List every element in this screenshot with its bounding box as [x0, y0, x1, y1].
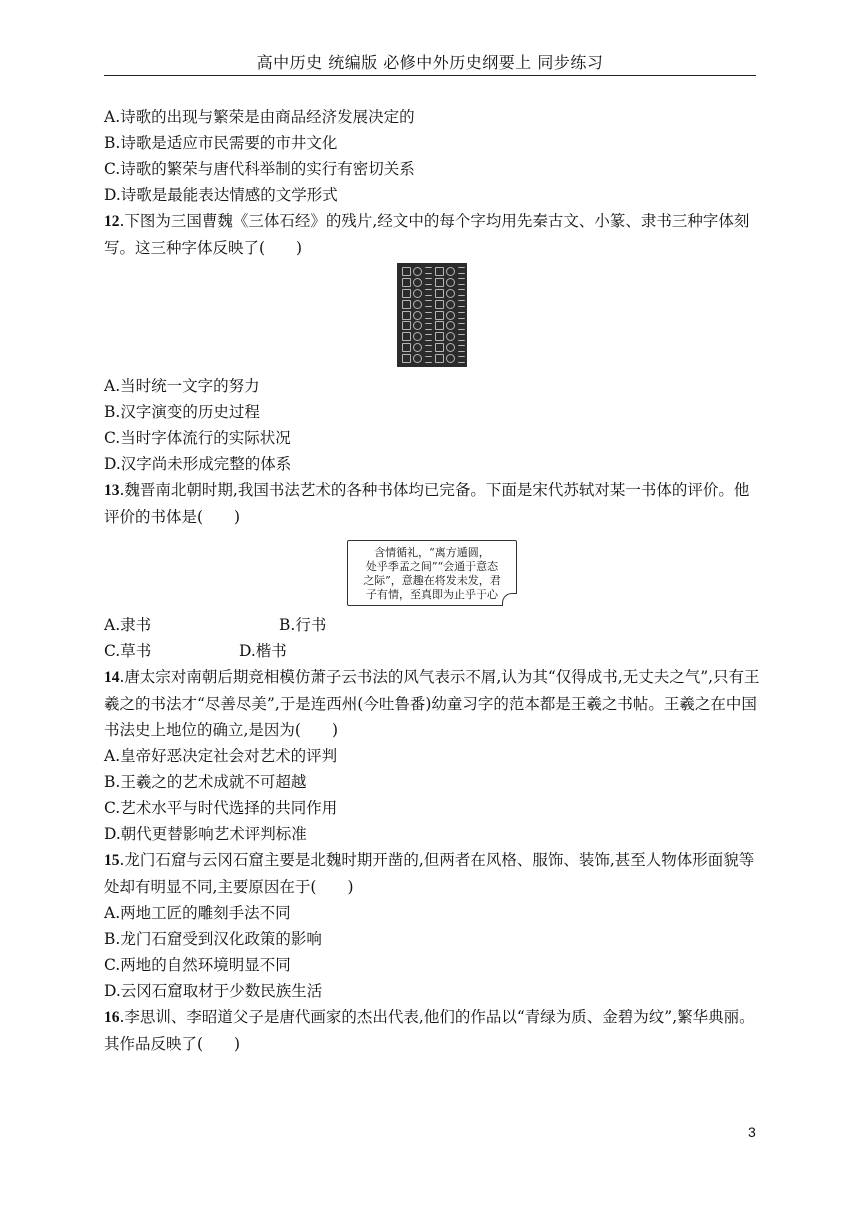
inscription-glyph	[446, 289, 455, 298]
page-content	[104, 104, 760, 1057]
inscription-glyph	[446, 354, 455, 363]
inscription-glyph	[402, 321, 411, 330]
inscription-glyph	[402, 311, 411, 320]
inscription-glyph	[435, 300, 444, 309]
q11-option-d: D.诗歌是最能表达情感的文学形式	[104, 186, 338, 204]
q13-stem	[104, 477, 760, 530]
q12-number: 12	[104, 213, 120, 230]
q12-option-c: C.当时字体流行的实际状况	[104, 429, 291, 447]
inscription-column	[401, 267, 411, 363]
q13-option-b: B.行书	[279, 616, 327, 634]
inscription-glyph	[435, 343, 444, 352]
q12-option-a: A.当时统一文字的努力	[104, 377, 260, 395]
inscription-glyph	[458, 345, 465, 352]
inscription-glyph	[425, 312, 432, 319]
inscription-glyph	[435, 332, 444, 341]
q14-option-b: B.王羲之的艺术成就不可超越	[104, 773, 307, 791]
inscription-glyph	[458, 312, 465, 319]
inscription-glyph	[402, 300, 411, 309]
inscription-glyph	[425, 289, 432, 296]
q13-figure	[104, 532, 760, 606]
q14-stem-text: .唐太宗对南朝后期竞相模仿萧子云书法的风气表示不屑,认为其“仅得成书,无丈夫之气”,只有王羲之的书法才“尽善尽美”,于是连西州(今吐鲁番)幼童习字的范本都是王羲之书帖。王羲之在中国书法史上地位的确立,是因为( )	[104, 668, 760, 739]
inscription-glyph	[446, 267, 455, 276]
q16-stem	[104, 1004, 760, 1057]
inscription-glyph	[425, 323, 432, 330]
inscription-glyph	[402, 289, 411, 298]
q16-stem-text: .李思训、李昭道父子是唐代画家的杰出代表,他们的作品以“青绿为质、金碧为纹”,繁华典丽。其作品反映了( )	[104, 1008, 755, 1053]
inscription-glyph	[402, 354, 411, 363]
q11-option-c: C.诗歌的繁荣与唐代科举制的实行有密切关系	[104, 160, 415, 178]
inscription-glyph	[435, 311, 444, 320]
q15-stem-text: .龙门石窟与云冈石窟主要是北魏时期开凿的,但两者在风格、服饰、装饰,甚至人物体形面貌等处却有明显不同,主要原因在于( )	[104, 851, 755, 896]
inscription-column	[423, 267, 433, 363]
page-header: 高中历史 统编版 必修中外历史纲要上 同步练习	[256, 53, 604, 72]
inscription-glyph	[435, 354, 444, 363]
inscription-glyph	[446, 311, 455, 320]
inscription-glyph	[413, 311, 422, 320]
inscription-glyph	[413, 278, 422, 287]
q15-option-d: D.云冈石窟取材于少数民族生活	[104, 982, 323, 1000]
inscription-glyph	[435, 267, 444, 276]
q15-option-b: B.龙门石窟受到汉化政策的影响	[104, 930, 322, 948]
q13-options-row-1	[104, 612, 760, 638]
q14-stem	[104, 664, 760, 743]
q13-stem-text: .魏晋南北朝时期,我国书法艺术的各种书体均已完备。下面是宋代苏轼对某一书体的评价。他评价的书体是( )	[104, 481, 750, 526]
q11-option-a: A.诗歌的出现与繁荣是由商品经济发展决定的	[104, 108, 415, 126]
inscription-glyph	[425, 278, 432, 285]
q12-stem	[104, 208, 760, 261]
q13-option-c: C.草书	[104, 642, 152, 660]
inscription-column	[434, 267, 444, 363]
inscription-glyph	[402, 278, 411, 287]
inscription-glyph	[435, 278, 444, 287]
inscription-glyph	[458, 289, 465, 296]
inscription-glyph	[435, 321, 444, 330]
inscription-glyph	[425, 345, 432, 352]
q13-number: 13	[104, 482, 120, 499]
inscription-glyph	[413, 343, 422, 352]
inscription-glyph	[413, 354, 422, 363]
q12-stem-text: .下图为三国曹魏《三体石经》的残片,经文中的每个字均用先秦古文、小篆、隶书三种字体刻写。这三种字体反映了( )	[104, 212, 750, 257]
q16-number: 16	[104, 1009, 120, 1026]
inscription-glyph	[446, 321, 455, 330]
stone-classic-fragment-image	[397, 263, 467, 367]
inscription-glyph	[458, 267, 465, 274]
inscription-column	[412, 267, 422, 363]
inscription-glyph	[425, 300, 432, 307]
inscription-glyph	[435, 289, 444, 298]
inscription-glyph	[402, 343, 411, 352]
page-number: 3	[748, 1124, 756, 1140]
inscription-glyph	[458, 356, 465, 363]
inscription-glyph	[446, 332, 455, 341]
q15-stem	[104, 847, 760, 900]
quote-line: 处乎季孟之间”“会通于意态	[365, 560, 499, 573]
inscription-glyph	[413, 321, 422, 330]
inscription-glyph	[446, 278, 455, 287]
inscription-glyph	[402, 267, 411, 276]
q15-number: 15	[104, 852, 120, 869]
q14-option-d: D.朝代更替影响艺术评判标准	[104, 825, 307, 843]
quote-line: 含情循礼，“离方遁圆，	[374, 546, 490, 559]
quote-line: 子有情，至真即为止乎于心	[366, 588, 498, 601]
q12-option-d: D.汉字尚未形成完整的体系	[104, 455, 292, 473]
inscription-glyph	[458, 300, 465, 307]
q14-option-c: C.艺术水平与时代选择的共同作用	[104, 799, 338, 817]
inscription-glyph	[402, 332, 411, 341]
inscription-glyph	[458, 323, 465, 330]
q12-option-b: B.汉字演变的历史过程	[104, 403, 260, 421]
inscription-glyph	[458, 334, 465, 341]
q12-figure	[104, 263, 760, 367]
inscription-glyph	[446, 300, 455, 309]
q13-option-d: D.楷书	[239, 642, 287, 660]
inscription-glyph	[446, 343, 455, 352]
header-divider	[104, 75, 756, 76]
inscription-glyph	[413, 289, 422, 298]
inscription-glyph	[425, 334, 432, 341]
inscription-glyph	[413, 332, 422, 341]
q13-option-a: A.隶书	[104, 616, 152, 634]
q13-options-row-2	[104, 638, 760, 664]
q14-option-a: A.皇帝好恶决定社会对艺术的评判	[104, 747, 338, 765]
inscription-glyph	[425, 267, 432, 274]
q11-option-b: B.诗歌是适应市民需要的市井文化	[104, 134, 338, 152]
q14-number: 14	[104, 669, 120, 686]
q15-option-a: A.两地工匠的雕刻手法不同	[104, 904, 291, 922]
inscription-glyph	[425, 356, 432, 363]
su-shi-quote-note	[347, 540, 517, 606]
page-curl-decoration	[502, 593, 517, 606]
inscription-column	[445, 267, 455, 363]
inscription-glyph	[413, 300, 422, 309]
quote-line: 之际”，意趣在将发未发，君	[363, 574, 501, 587]
inscription-column	[456, 267, 466, 363]
inscription-glyph	[413, 267, 422, 276]
q15-option-c: C.两地的自然环境明显不同	[104, 956, 291, 974]
inscription-glyph	[458, 278, 465, 285]
